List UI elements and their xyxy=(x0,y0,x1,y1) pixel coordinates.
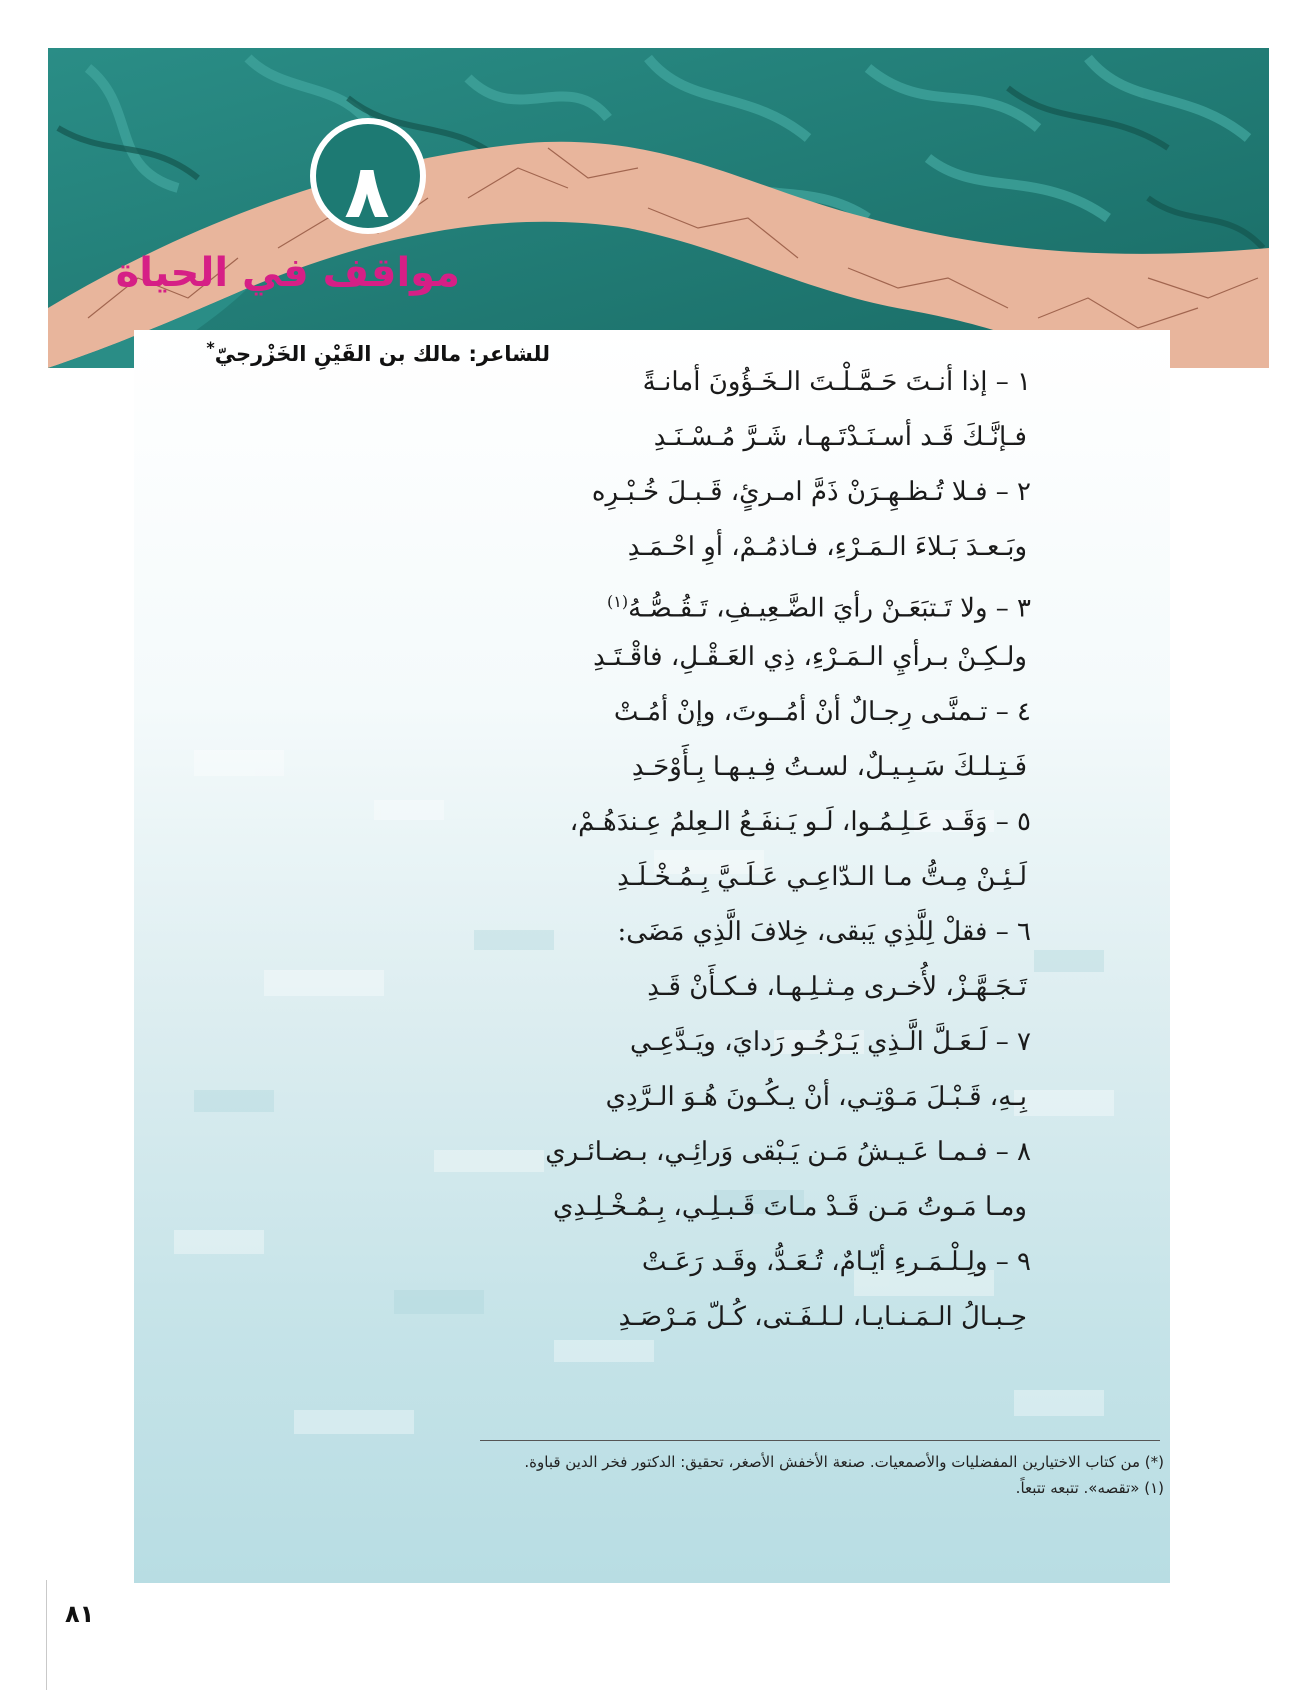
verse-6-second-hemistich: تَـجَـهَّـزْ، لأُخـرى مِـثـلِـهـا، فـكـأَنْ قَـدِ xyxy=(647,972,1027,1002)
verse-1-second-hemistich: فـإنَّـكَ قَـد أسـنَـدْتَـهـا، شَـرَّ مُـسْـنَـدِ xyxy=(653,422,1027,452)
verse-4-second-hemistich: فَـتِـلـكَ سَـبِـيـلٌ، لسـتُ فِـيـهـا بِـأَوْحَـدِ xyxy=(631,752,1027,782)
verse-5-first-hemistich: ٥ – وَقَـد عَـلِـمُـوا، لَـو يَـنفَـعُ الـعِلمُ عِـندَهُـمْ، xyxy=(569,807,1031,837)
verse-3-first-hemistich xyxy=(607,580,1031,631)
panel-mosaic-pattern xyxy=(134,330,1170,1583)
verse-2-second-hemistich: وبَـعـدَ بَـلاءَ الـمَـرْءِ، فـاذمُـمْ، أوِ احْـمَـدِ xyxy=(627,532,1027,562)
verse-3-second-hemistich: ولـكِـنْ بـرأيِ الـمَـرْءِ، ذِي العَـقْـلِ، فاقْـتَـدِ xyxy=(593,642,1027,672)
chapter-number: ٨ xyxy=(344,149,390,235)
verse-7-second-hemistich: بِـهِ، قَـبْـلَ مَـوْتِـي، أنْ يـكُـونَ هُـوَ الـرَّدِي xyxy=(605,1082,1027,1112)
verse-7-first-hemistich: ٧ – لَـعَـلَّ الَّـذِي يَـرْجُـو رَدايَ، ويَـدَّعِـي xyxy=(630,1027,1031,1057)
verse-9-first-hemistich: ٩ – ولِـلْـمَـرءِ أيّـامٌ، تُـعَـدُّ، وقَـد رَعَـتْ xyxy=(641,1247,1031,1277)
verse-6-first-hemistich: ٦ – فقلْ لِلَّذِي يَبقى، خِلافَ الَّذِي مَضَى: xyxy=(617,917,1031,947)
lesson-title: مواقف في الحياة xyxy=(115,250,460,296)
poet-attribution xyxy=(190,330,550,372)
verse-8-second-hemistich: ومـا مَـوتُ مَـن قَـدْ مـاتَ قَـبـلِـي، بِـمُـخْـلِـدِي xyxy=(553,1192,1027,1222)
banner-artwork xyxy=(48,48,1269,368)
footnote-source: (*) من كتاب الاختيارين المفضليات والأصمعيات. صنعة الأخفش الأصغر، تحقيق: الدكتور فخر الدين قباوة. xyxy=(524,1453,1164,1471)
verse-3-first-text: ٣ – ولا تَـتبَعَـنْ رأيَ الضَّـعِيـفِ، تَـقُـصُّـهُ xyxy=(628,593,1031,624)
footnote-1: (١) «تقصه». تتبعه تتبعاً. xyxy=(1015,1479,1164,1497)
verse-3-footnote-marker: (١) xyxy=(606,592,629,611)
page-number: ٨١ xyxy=(65,1600,95,1628)
verse-1-first-hemistich: ١ – إذا أنـتَ حَـمَّـلْـتَ الـخَـؤُونَ أمانـةً xyxy=(642,367,1031,397)
verse-2-first-hemistich: ٢ – فـلا تُـظـهِـرَنْ ذَمَّ امـرئٍ، قَـبـلَ خُـبْـرِه xyxy=(591,477,1031,507)
verse-5-second-hemistich: لَـئِـنْ مِـتُّ مـا الـدّاعِـي عَـلَـيَّ بِـمُـخْـلَـدِ xyxy=(617,862,1027,892)
page-margin-rule xyxy=(46,1580,47,1690)
verse-8-first-hemistich: ٨ – فـمـا عَـيـشُ مَـن يَـبْقى وَرائِـي، بـضـائـري xyxy=(545,1137,1031,1167)
verse-9-second-hemistich: حِـبـالُ الـمَـنـايـا، لـلـفَـتى، كُـلّ مَـرْصَـدِ xyxy=(618,1302,1027,1332)
verse-4-first-hemistich: ٤ – تـمنَّـى رِجـالٌ أنْ أمُــوتَ، وإنْ أمُـتْ xyxy=(613,697,1031,727)
poet-footnote-marker: * xyxy=(206,338,215,357)
poet-name: للشاعر: مالك بن القَيْنِ الخَزْرجيّ xyxy=(214,342,550,366)
poem-panel xyxy=(134,330,1170,1583)
footnote-separator xyxy=(480,1440,1160,1441)
chapter-banner xyxy=(48,48,1269,368)
